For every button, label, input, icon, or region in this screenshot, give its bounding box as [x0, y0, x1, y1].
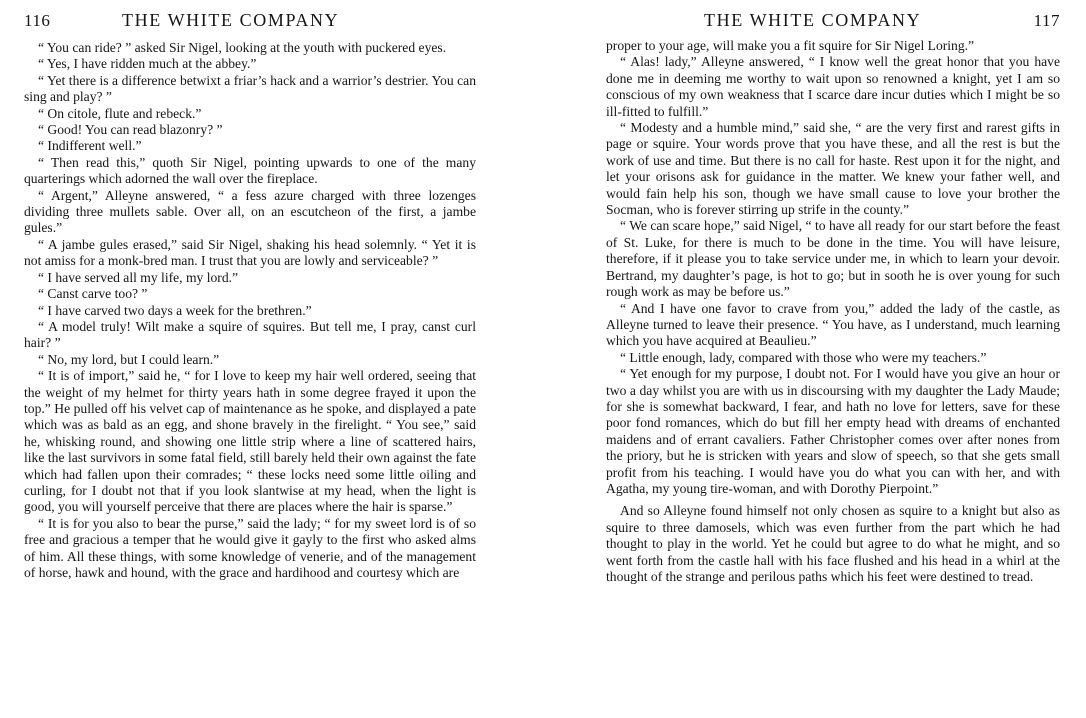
paragraph: “ I have served all my life, my lord.” [38, 269, 239, 285]
right-running-head [606, 10, 1060, 34]
paragraph: “ Canst carve too? ” [38, 286, 148, 302]
paragraph: “ Good! You can read blazonry? ” [38, 122, 223, 138]
paragraph: “ Yes, I have ridden much at the abbey.” [38, 56, 257, 72]
paragraph: “ It is for you also to bear the purse,” said the lady; “ for my sweet lord is of so free and gracious a temper that he would give it gayly to the first who asked alms of him. All these things, with some knowledge of venerie, and of the management of horse, hawk and hound, with the grace and hardihood and courtesy which are [24, 515, 476, 580]
right-page [606, 0, 1060, 718]
paragraph: “ Yet there is a difference betwixt a friar’s hack and a warrior’s destrier. You can sing and play? ” [24, 72, 476, 105]
right-book-title: THE WHITE COMPANY [704, 10, 922, 30]
right-page-number: 117 [1033, 11, 1060, 30]
left-page-text [24, 40, 476, 581]
left-page-number: 116 [24, 11, 51, 30]
paragraph: “ No, my lord, but I could learn.” [38, 351, 220, 367]
paragraph: “ Yet enough for my purpose, I doubt not. For I would have you give an hour or two a day whilst you are with us in discoursing with my daughter the Lady Maude; for she is somewhat backward, I fear, and hath no love for letters, save for these poor fond romances, which do but fill her empty head with dreams of enchanted maidens and of errant cavaliers. Father Christopher comes over after nones from the priory, but he is stricken with years and slow of speech, so that she gets small profit from his teaching. I would have you do what you can with her, and with Agatha, my young tire-woman, and with Dorothy Pierpoint.” [606, 366, 1060, 496]
paragraph: “ Little enough, lady, compared with those who were my teachers.” [620, 349, 987, 365]
paragraph: “ It is of import,” said he, “ for I love to keep my hair well ordered, seeing that the weight of my helmet for thirty years hath in some degree frayed it upon the top.” He pulled off his velvet cap of maintenance as he spoke, and displayed a pate which was as bald as an egg, and shone bravely in the firelight. “ You see,” said he, whisking round, and showing one little strip where a line of scattered hairs, like the last survivors in some fatal field, still barely held their own against the fate which had fallen upon their comrades; “ these locks need some little oiling and curling, for I doubt not that if you look slantwise at my head, when the light is good, you will yourself perceive that there are places where the hair is sparse.” [24, 368, 476, 515]
paragraph: “ Modesty and a humble mind,” said she, “ are the very first and rarest gifts in page or squire. Your words prove that you have these, and all the rest is but the work of use and time. But there is no call for haste. Rest upon it for the night, and let your orisons ask for guidance in the matter. We knew your father well, and would fain help his son, though we have small cause to love your brother the Socman, who is forever stirring up strife in the county.” [606, 120, 1060, 218]
paragraph: “ Then read this,” quoth Sir Nigel, pointing upwards to one of the many quarterings which adorned the wall over the fireplace. [24, 154, 476, 187]
paragraph: “ Alas! lady,” Alleyne answered, “ I know well the great honor that you have done me in deeming me worthy to wait upon so renowned a knight, yet I am so conscious of my own weakness that I scarce dare incur duties which I might be so ill-fitted to fulfill.” [606, 54, 1060, 119]
paragraph: “ You can ride? ” asked Sir Nigel, looking at the youth with puckered eyes. [38, 40, 447, 55]
paragraph: “ Argent,” Alleyne answered, “ a fess azure charged with three lozenges dividing three mullets sable. Over all, on an escutcheon of the first, a jambe gules.” [24, 187, 476, 236]
continued-paragraph: proper to your age, will make you a fit squire for Sir Nigel Loring.” [606, 38, 975, 53]
paragraph: “ I have carved two days a week for the brethren.” [38, 302, 312, 318]
paragraph: “ We can scare hope,” said Nigel, “ to have all ready for our start before the feast of St. Luke, for there is much to be done in the time. You will have leisure, therefore, if it please you to take service under me, in which to learn your devoir. Bertrand, my daughter’s page, is hot to go; but in sooth he is over young for such rough work as may be before us.” [606, 218, 1060, 300]
left-page [24, 0, 476, 718]
paragraph: “ A model truly! Wilt make a squire of squires. But tell me, I pray, canst curl hair? ” [24, 318, 476, 351]
paragraph: “ And I have one favor to crave from you,” added the lady of the castle, as Alleyne turned to leave their presence. “ You have, as I understand, much learning which you have acquired at Beaulieu.” [606, 300, 1060, 349]
right-page-text [606, 38, 1060, 585]
paragraph: “ A jambe gules erased,” said Sir Nigel, shaking his head solemnly. “ Yet it is not amiss for a monk-bred man. I trust that you are lowly and serviceable? ” [24, 236, 476, 269]
left-running-head [24, 10, 476, 34]
paragraph: “ Indifferent well.” [38, 138, 142, 154]
left-book-title: THE WHITE COMPANY [122, 10, 340, 30]
closing-paragraph: And so Alleyne found himself not only chosen as squire to a knight but also as squire to three damosels, which was even further from the part which he had thought to play in the world. Yet he could but agree to do what he might, and so went forth from the castle hall with his face flushed and his head in a whirl at the thought of the strange and perilous paths which his feet were destined to tread. [606, 503, 1060, 584]
paragraph: “ On citole, flute and rebeck.” [38, 105, 202, 121]
